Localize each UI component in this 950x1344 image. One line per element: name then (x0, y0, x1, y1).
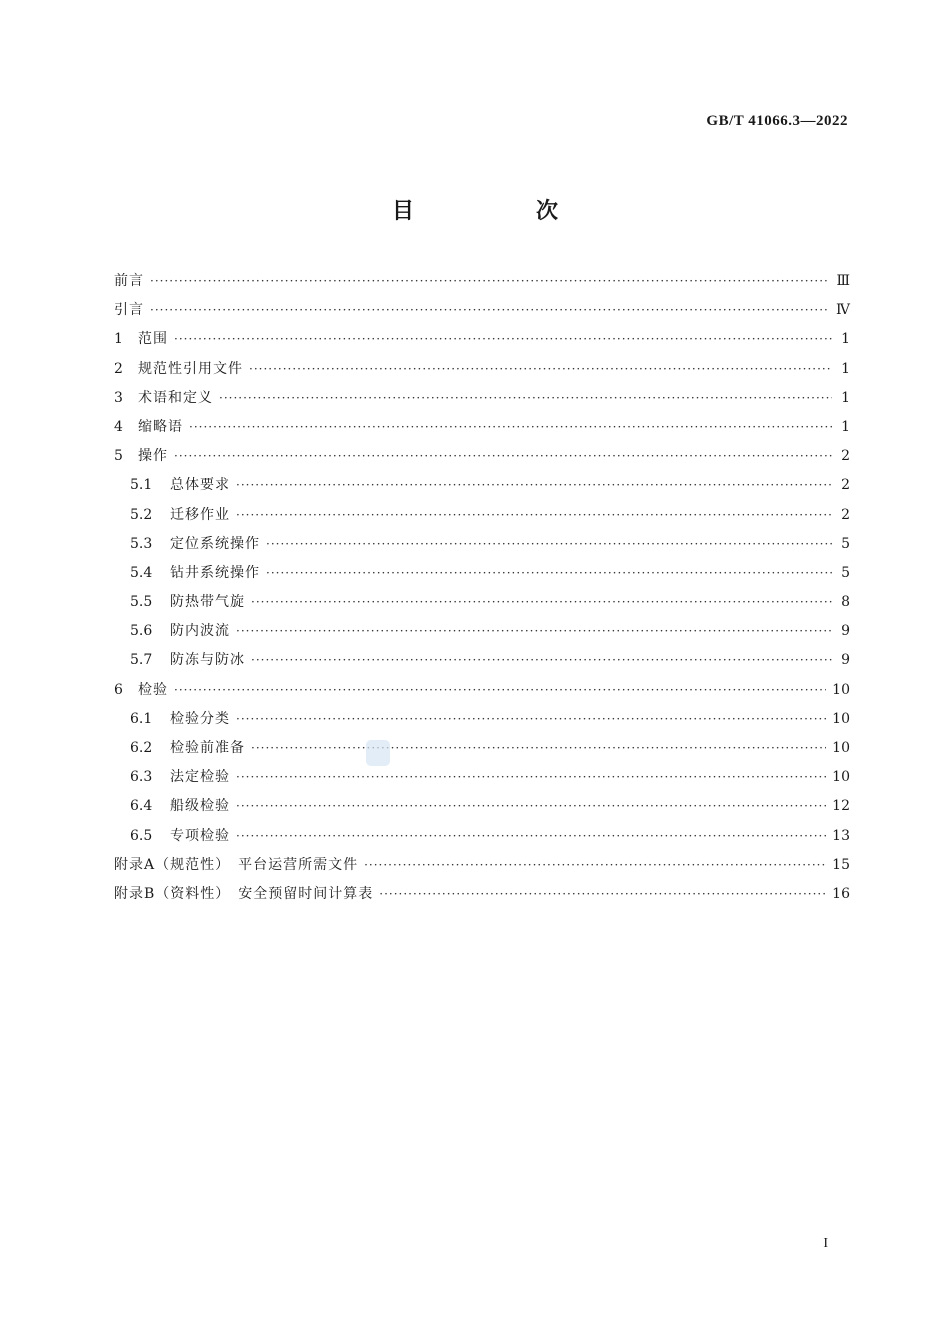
toc-entry-number: 6.3 (130, 769, 153, 786)
toc-entry-label (114, 299, 144, 319)
toc-entry-label (114, 679, 168, 699)
toc-entry-number: 5.4 (130, 564, 153, 581)
toc-entry-text: 总体要求 (170, 477, 230, 494)
watermark-logo (366, 740, 390, 766)
toc-entry-number: 4 (114, 418, 123, 435)
toc-entry-page: Ⅲ (836, 273, 850, 289)
toc-entry-text: 船级检验 (170, 798, 230, 815)
toc-entry[interactable] (114, 328, 850, 357)
toc-entry-text: 操作 (138, 448, 168, 465)
toc-dot-leader (174, 449, 832, 463)
table-of-contents (114, 270, 850, 912)
toc-entry[interactable] (114, 825, 850, 854)
toc-dot-leader (251, 653, 832, 667)
toc-entry-label (114, 825, 230, 845)
toc-entry-label (114, 562, 260, 582)
toc-dot-leader (266, 537, 832, 551)
toc-entry-label (114, 445, 168, 465)
toc-dot-leader (150, 274, 830, 288)
toc-dot-leader (236, 712, 826, 726)
toc-entry-number: 5.7 (130, 652, 153, 669)
toc-entry-page: 10 (832, 740, 850, 756)
toc-entry[interactable] (114, 795, 850, 824)
toc-entry[interactable] (114, 445, 850, 474)
toc-dot-leader (236, 770, 826, 784)
toc-entry-label (114, 387, 213, 407)
toc-dot-leader (236, 799, 826, 813)
toc-entry[interactable] (114, 766, 850, 795)
toc-entry-text: 检验 (138, 681, 168, 698)
toc-entry-text: 防热带气旋 (170, 594, 245, 611)
toc-entry-page: 1 (841, 360, 850, 377)
document-code: GB/T 41066.3—2022 (706, 113, 848, 129)
toc-entry-text: 迁移作业 (170, 506, 230, 523)
toc-entry-label (114, 270, 144, 290)
toc-entry[interactable] (114, 620, 850, 649)
toc-entry[interactable] (114, 387, 850, 416)
toc-entry[interactable] (114, 416, 850, 445)
toc-dot-leader (236, 829, 826, 843)
toc-dot-leader (266, 566, 832, 580)
toc-entry-number: 6.5 (130, 827, 153, 844)
toc-entry[interactable] (114, 299, 850, 328)
toc-entry-text: 防内波流 (170, 623, 230, 640)
toc-entry-number: 3 (114, 389, 123, 406)
toc-entry-label (114, 649, 245, 669)
toc-dot-leader (236, 478, 832, 492)
toc-entry-page: 8 (841, 594, 850, 611)
toc-entry-text: 缩略语 (138, 418, 183, 435)
toc-entry-number: 5 (114, 448, 123, 465)
toc-entry-label (114, 708, 230, 728)
toc-entry[interactable] (114, 562, 850, 591)
toc-entry[interactable] (114, 649, 850, 678)
toc-dot-leader (236, 508, 832, 522)
toc-entry-text: 前言 (114, 273, 144, 289)
toc-dot-leader (364, 858, 826, 872)
toc-entry-text: 钻井系统操作 (170, 564, 260, 581)
toc-entry-page: 10 (832, 681, 850, 698)
toc-entry[interactable] (114, 591, 850, 620)
toc-entry[interactable] (114, 883, 850, 912)
toc-entry-page: 12 (832, 798, 850, 815)
toc-dot-leader (251, 595, 832, 609)
toc-entry-text: 附录A（规范性） 平台运营所需文件 (114, 856, 359, 873)
toc-entry-label (114, 766, 230, 786)
toc-entry-page: 13 (832, 827, 850, 844)
toc-entry-text: 引言 (114, 302, 144, 319)
toc-entry-page: 10 (832, 710, 850, 727)
toc-entry[interactable] (114, 358, 850, 387)
toc-entry-page: 1 (841, 331, 850, 348)
toc-dot-leader (174, 683, 826, 697)
toc-entry-text: 附录B（资料性） 安全预留时间计算表 (114, 885, 374, 902)
toc-entry-page: 1 (841, 418, 850, 435)
toc-entry-text: 法定检验 (170, 769, 230, 786)
toc-entry-label (114, 795, 230, 815)
toc-entry-text: 检验前准备 (170, 740, 245, 756)
toc-entry-number: 6 (114, 681, 123, 698)
toc-entry[interactable] (114, 533, 850, 562)
toc-entry-page: 9 (841, 652, 850, 669)
toc-entry-number: 2 (114, 360, 123, 377)
toc-entry-page: 1 (841, 389, 850, 406)
toc-entry[interactable] (114, 474, 850, 503)
toc-entry-number: 5.2 (130, 506, 153, 523)
toc-entry-text: 术语和定义 (138, 389, 213, 406)
toc-entry-label (114, 591, 245, 611)
toc-dot-leader (251, 741, 826, 755)
toc-entry-label (114, 474, 230, 494)
toc-entry-label (114, 358, 243, 378)
toc-entry-text: 检验分类 (170, 710, 230, 727)
toc-entry-number: 6.2 (130, 740, 153, 756)
toc-entry[interactable] (114, 679, 850, 708)
toc-entry-text: 定位系统操作 (170, 535, 260, 552)
toc-entry-label (114, 533, 260, 553)
toc-entry-page: 10 (832, 769, 850, 786)
toc-entry-text: 范围 (138, 331, 168, 348)
toc-dot-leader (249, 362, 832, 376)
toc-entry[interactable] (114, 270, 850, 299)
page-number: I (823, 1236, 828, 1251)
toc-entry[interactable] (114, 504, 850, 533)
toc-entry-text: 规范性引用文件 (138, 360, 243, 377)
toc-title: 目 次 (391, 199, 608, 224)
toc-entry-label (114, 328, 168, 348)
toc-entry-page: 2 (841, 506, 850, 523)
toc-dot-leader (219, 391, 832, 405)
toc-entry-number: 1 (114, 331, 123, 348)
toc-entry[interactable] (114, 854, 850, 883)
toc-entry-label (114, 737, 245, 757)
toc-entry-label (114, 504, 230, 524)
toc-entry-number: 5.1 (130, 477, 153, 494)
toc-dot-leader (189, 420, 832, 434)
toc-entry-text: 专项检验 (170, 827, 230, 844)
toc-entry-page: 9 (841, 623, 850, 640)
toc-entry-page: 5 (841, 535, 850, 552)
toc-entry-label (114, 620, 230, 640)
toc-entry-number: 5.3 (130, 535, 153, 552)
toc-entry-page: Ⅳ (836, 302, 850, 319)
toc-entry[interactable] (114, 737, 850, 766)
toc-entry[interactable] (114, 708, 850, 737)
toc-entry-page: 2 (841, 448, 850, 465)
toc-entry-number: 6.1 (130, 710, 153, 727)
toc-entry-label (114, 883, 373, 903)
toc-entry-page: 2 (841, 477, 850, 494)
toc-dot-leader (174, 332, 832, 346)
toc-entry-page: 16 (832, 885, 850, 902)
toc-entry-text: 防冻与防冰 (170, 652, 245, 669)
toc-dot-leader (150, 303, 830, 317)
toc-entry-number: 5.6 (130, 623, 153, 640)
toc-dot-leader (379, 887, 826, 901)
toc-entry-page: 5 (841, 564, 850, 581)
toc-entry-page: 15 (832, 856, 850, 873)
toc-entry-number: 5.5 (130, 594, 153, 611)
toc-dot-leader (236, 624, 832, 638)
toc-entry-label (114, 416, 183, 436)
toc-entry-label (114, 854, 358, 874)
toc-entry-number: 6.4 (130, 798, 153, 815)
